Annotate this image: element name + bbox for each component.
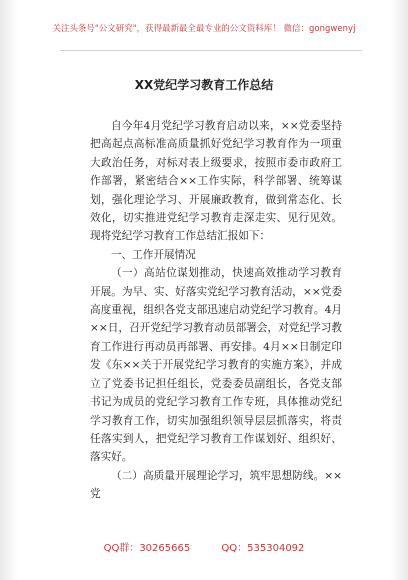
footer-qq: QQ：535304092 — [221, 543, 305, 554]
body-paragraph: （二）高质量开展理论学习，筑牢思想防线。××党 — [90, 469, 342, 501]
document-body — [90, 117, 342, 504]
document-title: XX党纪学习教育工作总结 — [134, 78, 274, 92]
section-heading: 一、工作开展情况 — [111, 248, 196, 261]
header-notice: 关注头条号"公文研究"，获得最新最全最专业的公文资料库！ 微信：gongwenyj — [52, 23, 356, 33]
intro-paragraph: 自今年4月党纪学习教育启动以来，××党委坚持把高起点高标准高质量抓好党纪学习教育作为一项重大政治任务，对标对表上级要求，按照市委市政府工作部署，紧密结合××工作实际，科学部署、统筹谋划，强化理论学习、开展廉政教育，做到常态化、长效化，切实推进党纪学习教育走深走实、见行见效。现将党纪学习教育工作总结汇报如下： — [90, 120, 342, 243]
body-paragraph: （一）高站位谋划推动，快速高效推动学习教育开展。为早、实、好落实党纪学习教育活动，××党委高度重视，组织各党支部迅速启动党纪学习教育。4月××日，召开党纪学习教育动员部署会，对党纪学习教育工作进行再动员再部署、再安排。4月××日制定印发《东××关于开展党纪学习教育的实施方案》，并成立了党委书记担任组长，党委委员副组长，各党支部书记为成员的党纪学习教育工作专班，具体推动党纪学习教育工作，切实加强组织领导层层抓落实，将责任落实到人，把党纪学习教育工作谋划好、组织好、落实好。 — [90, 267, 342, 464]
footer-qq-group: QQ群：30265665 — [103, 543, 191, 554]
footer-contact — [0, 539, 408, 554]
header-divider — [60, 50, 362, 51]
